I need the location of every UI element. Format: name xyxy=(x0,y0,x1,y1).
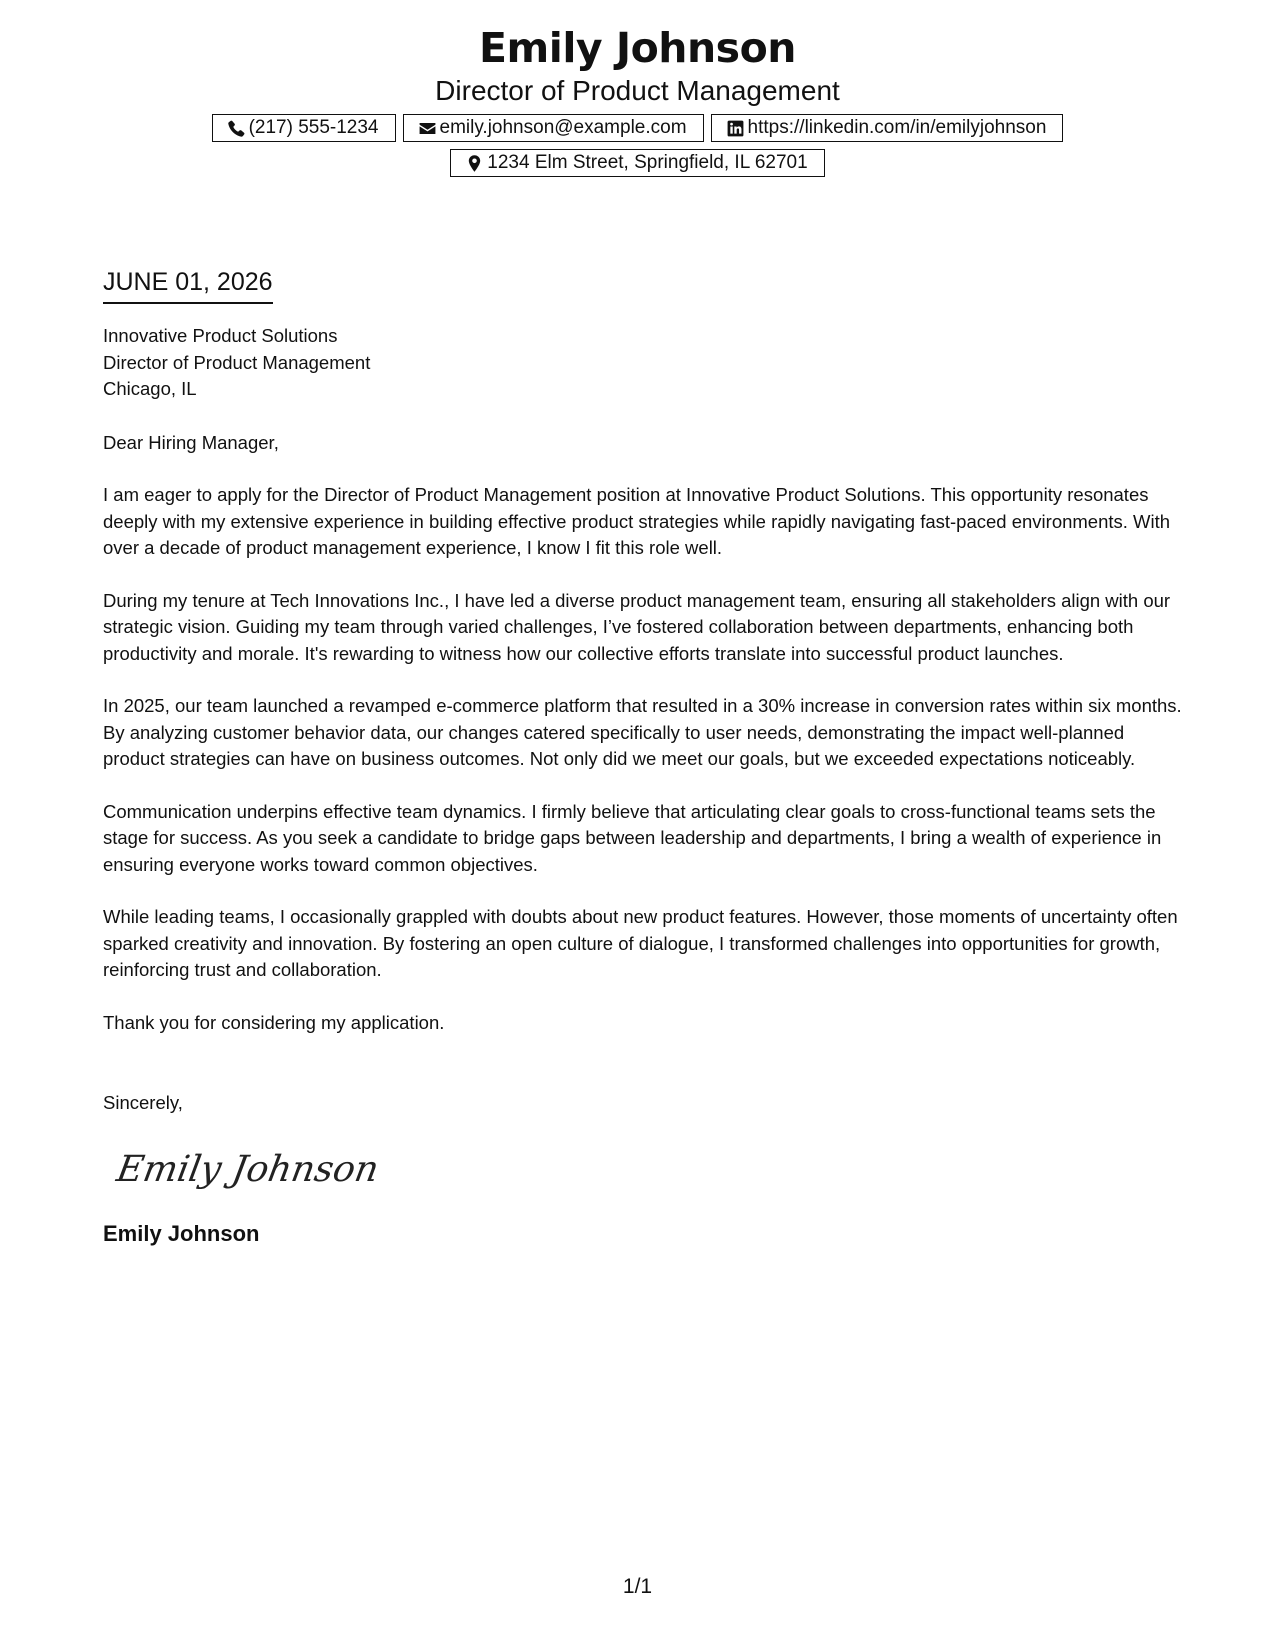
greeting: Dear Hiring Manager, xyxy=(103,431,279,453)
map-pin-icon xyxy=(465,154,484,173)
phone-chip xyxy=(212,114,396,142)
envelope-icon xyxy=(418,119,437,138)
closing: Sincerely, xyxy=(103,1092,183,1113)
signer-name: Emily Johnson xyxy=(103,1221,260,1246)
letter-body xyxy=(103,266,1183,1248)
letter-date: JUNE 01, 2026 xyxy=(103,266,273,304)
linkedin-chip[interactable] xyxy=(711,114,1064,142)
letter-header xyxy=(0,22,1275,177)
paragraph-achievement: In 2025, our team launched a revamped e-commerce platform that resulted in a 30% increase in conversion rates within six months. By analyzing customer behavior data, our changes catered specifically to user needs, demonstrating the impact well-planned product strategies can have on business outcomes. Not only did we meet our goals, but we exceeded expectations noticeably. xyxy=(103,695,1182,769)
phone-text: (217) 555-1234 xyxy=(248,117,379,138)
recipient-block xyxy=(103,323,1183,403)
phone-icon xyxy=(227,119,246,138)
recipient-location: Chicago, IL xyxy=(103,378,197,399)
paragraph-growth: While leading teams, I occasionally grappled with doubts about new product features. However, those moments of uncertainty often sparked creativity and innovation. By fostering an open culture of dialogue, I transformed challenges into opportunities for growth, reinforcing trust and collaboration. xyxy=(103,906,1178,980)
email-text: emily.johnson@example.com xyxy=(439,117,687,138)
sender-title: Director of Product Management xyxy=(435,75,840,106)
address-row xyxy=(0,149,1275,177)
address-text: 1234 Elm Street, Springfield, IL 62701 xyxy=(487,152,808,173)
recipient-company: Innovative Product Solutions xyxy=(103,325,338,346)
sender-name: Emily Johnson xyxy=(479,24,796,72)
paragraph-thanks: Thank you for considering my application. xyxy=(103,1011,445,1033)
paragraph-leadership: During my tenure at Tech Innovations Inc., I have led a diverse product management team, ensuring all stakeholders align with our strategic vision. Guiding my team through varied challenges, I’ve fostered collaboration between departments, enhancing both productivity and morale. It's rewarding to witness how our collective efforts translate into successful product launches. xyxy=(103,589,1171,664)
recipient-position: Director of Product Management xyxy=(103,351,371,373)
email-chip[interactable] xyxy=(403,114,704,142)
paragraph-intro: I am eager to apply for the Director of Product Management position at Innovative Product Solutions. This opportunity resonates deeply with my extensive experience in building effective product strategies while rapidly navigating fast-paced environments. With over a decade of product management experience, I know I fit this role well. xyxy=(103,484,1171,558)
paragraph-communication: Communication underpins effective team dynamics. I firmly believe that articulating clear goals to cross-functional teams sets the stage for success. As you seek a candidate to bridge gaps between leadership and departments, I bring a wealth of experience in ensuring everyone works toward common objectives. xyxy=(103,800,1162,875)
contact-row xyxy=(0,114,1275,142)
svg-text:Emily Johnson: Emily Johnson xyxy=(113,1146,383,1190)
linkedin-text: https://linkedin.com/in/emilyjohnson xyxy=(747,117,1047,138)
address-chip xyxy=(450,149,824,177)
linkedin-icon xyxy=(726,119,745,138)
handwritten-signature xyxy=(113,1137,383,1197)
page-number: 1/1 xyxy=(622,1575,653,1598)
